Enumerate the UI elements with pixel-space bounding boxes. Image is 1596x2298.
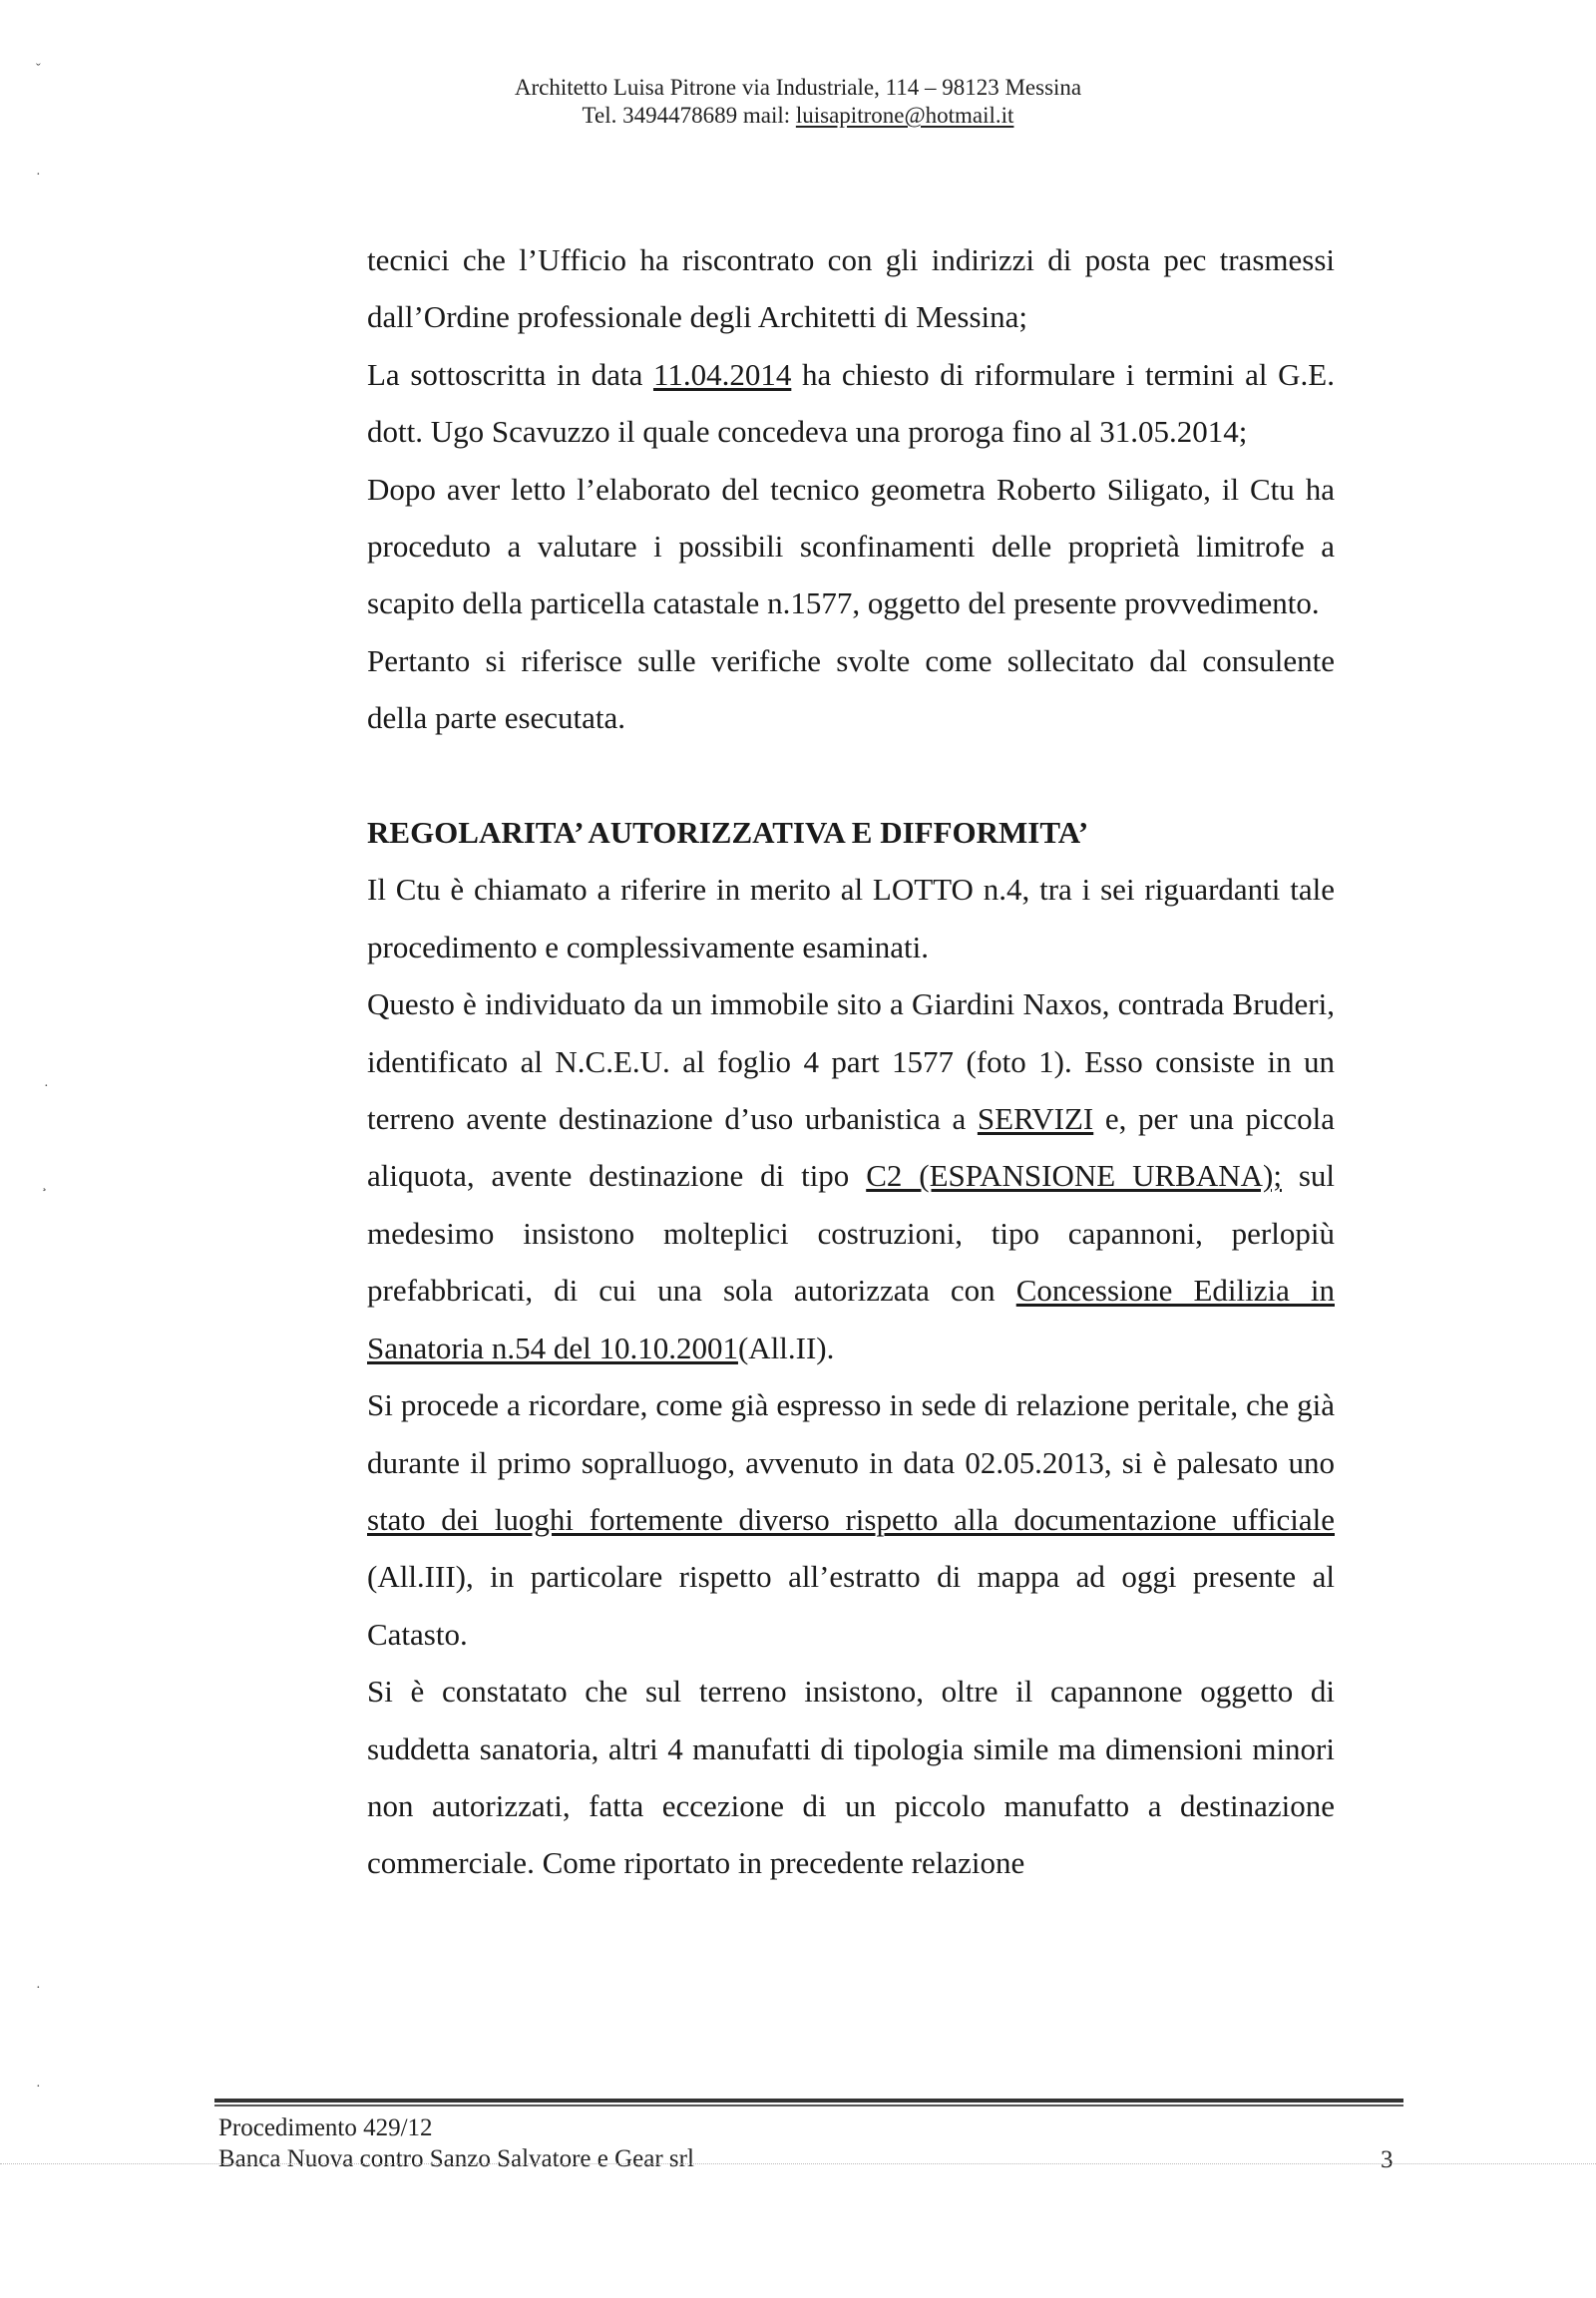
letterhead (0, 74, 1596, 130)
text-run: sul medesimo insistono molteplici costruzioni, tipo capannoni, perlopiù prefabbricati, di cui una sola autorizzata con (367, 1158, 1335, 1309)
paragraph (367, 346, 1335, 461)
text-run: (All.II). (737, 1330, 835, 1365)
paragraph (367, 975, 1335, 1376)
scan-dotted-line (0, 2163, 1596, 2164)
text-run: ha chiesto di riformulare i termini al G.E. dott. Ugo Scavuzzo il quale concedeva una proroga fino al 31.05.2014; (367, 356, 1335, 450)
footer-parties: Banca Nuova contro Sanzo Salvatore e Gear srl (218, 2145, 694, 2172)
text-run: La sottoscritta in data (367, 356, 653, 392)
scan-mark: · (44, 1079, 49, 1094)
paragraph (367, 1376, 1335, 1663)
footer-rule (214, 2099, 1403, 2103)
letterhead-address: Architetto Luisa Pitrone via Industriale, 114 – 98123 Messina (514, 75, 1082, 100)
footer-case-number: Procedimento 429/12 (218, 2114, 433, 2141)
scan-mark: ˇ (36, 62, 41, 77)
letterhead-email: luisapitrone@hotmail.it (795, 103, 1014, 128)
paragraph: Si è constatato che sul terreno insistono, oltre il capannone oggetto di suddetta sanatoria, altri 4 manufatti di tipologia simile ma dimensioni minori non autorizzati, fatta eccezione di un piccolo manufatto a destinazione commerciale. Come riportato in precedente relazione (367, 1674, 1335, 1881)
paragraph: Pertanto si riferisce sulle verifiche svolte come sollecitato dal consulente della parte esecutata. (367, 642, 1335, 736)
text-run: (All.III), in particolare rispetto all’estratto di mappa ad oggi presente al Catasto. (367, 1559, 1335, 1652)
letterhead-contact (0, 102, 1596, 130)
paragraph: Il Ctu è chiamato a riferire in merito al LOTTO n.4, tra i sei riguardanti tale procedimento e complessivamente esaminati. (367, 872, 1335, 964)
letterhead-phone: Tel. 3494478689 mail: (582, 103, 796, 128)
document-body (367, 231, 1335, 1892)
paragraph: Dopo aver letto l’elaborato del tecnico geometra Roberto Siligato, il Ctu ha proceduto a valutare i possibili sconfinamenti delle proprietà limitrofe a scapito della particella catastale n.1577, oggetto del presente provvedimento. (367, 471, 1335, 621)
scan-mark: ¸ (42, 1177, 47, 1192)
scan-mark: · (36, 1981, 41, 1996)
scan-mark: · (36, 2080, 41, 2095)
text-run: Questo è individuato da un immobile sito a Giardini Naxos, contrada Bruderi, identificato al N.C.E.U. al foglio 4 part 1577 (foto 1). Esso consiste in un terreno avente destinazione d’uso urbanistica a (367, 986, 1335, 1137)
underlined-text: stato dei luoghi fortemente diverso rispetto alla documentazione ufficiale (367, 1501, 1335, 1537)
underlined-text: Concessione Edilizia in Sanatoria n.54 del 10.10.2001 (367, 1273, 1335, 1365)
scan-mark: · (36, 168, 41, 183)
text-run: e, per una piccola aliquota, avente destinazione di tipo (367, 1101, 1336, 1194)
underlined-text: C2 (ESPANSIONE URBANA); (866, 1158, 1282, 1194)
underlined-date: 11.04.2014 (652, 356, 792, 392)
paragraph: tecnici che l’Ufficio ha riscontrato con gli indirizzi di posta pec trasmessi dall’Ordine professionale degli Architetti di Messina; (367, 242, 1335, 335)
text-run: Si procede a ricordare, come già espresso in sede di relazione peritale, che già durante il primo sopralluogo, avvenuto in data 02.05.2013, si è palesato uno (367, 1387, 1335, 1480)
underlined-text: SERVIZI (977, 1101, 1094, 1137)
page-number: 3 (1381, 2146, 1394, 2173)
footer-rule (214, 2105, 1403, 2106)
footer (218, 2112, 694, 2174)
section-heading: REGOLARITA’ AUTORIZZATIVA E DIFFORMITA’ (367, 815, 1089, 851)
